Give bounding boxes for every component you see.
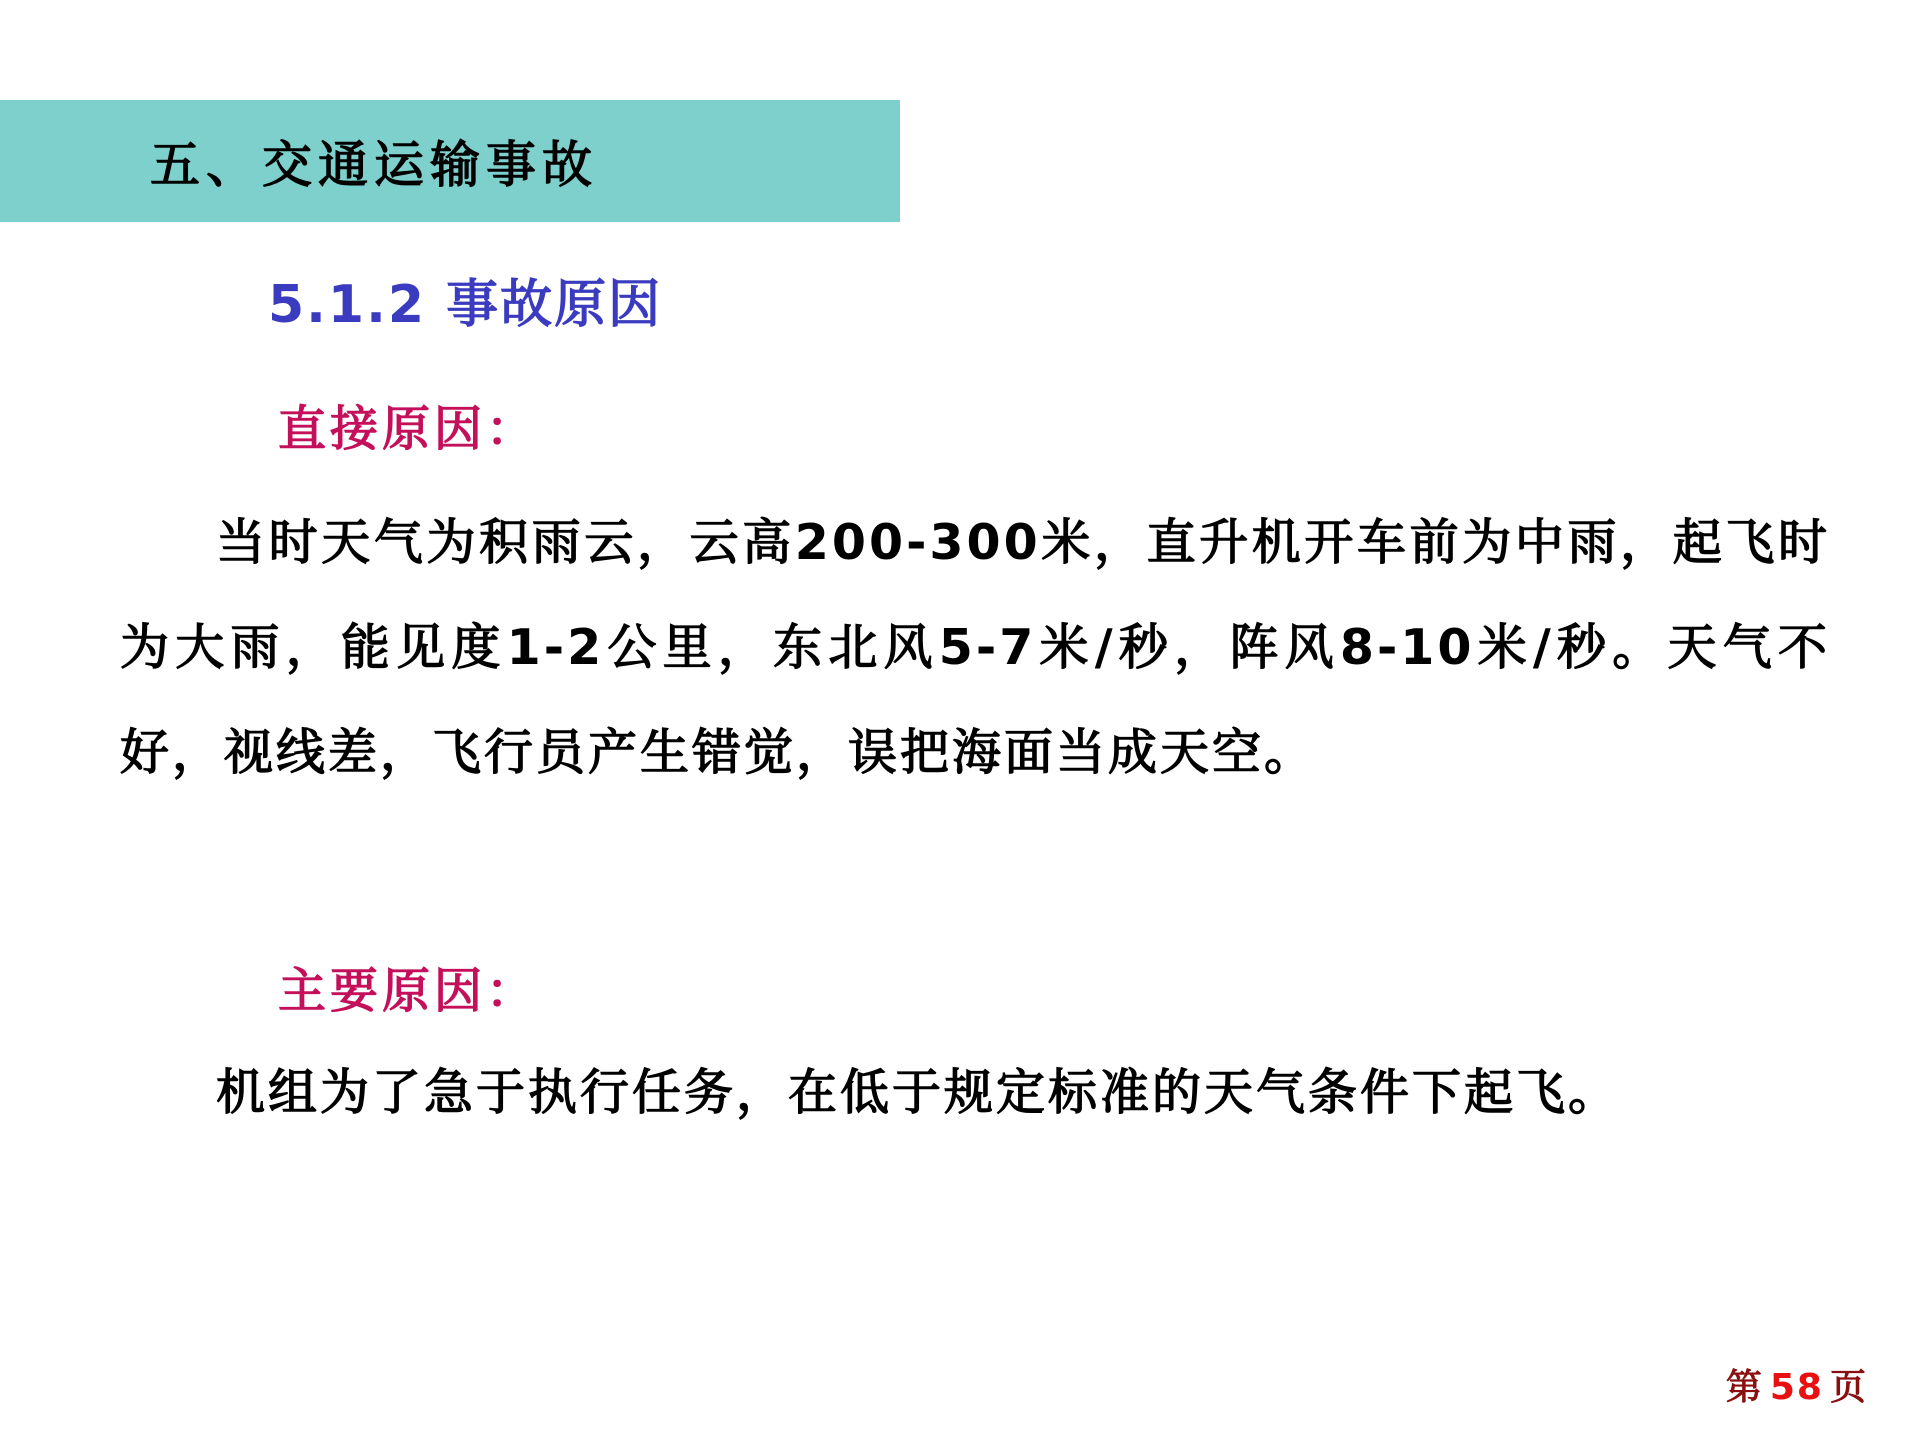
- main-cause-label: 主要原因：: [278, 963, 539, 1019]
- page-footer: [1726, 1359, 1868, 1410]
- section-heading: 5.1.2 事故原因: [268, 275, 663, 335]
- page-footer-suffix: 页: [1829, 1367, 1868, 1408]
- direct-cause-label: 直接原因：: [278, 401, 539, 457]
- page-number: 58: [1769, 1367, 1824, 1408]
- direct-cause-paragraph: 当时天气为积雨云，云高200-300米，直升机开车前为中雨，起飞时为大雨，能见度1-2公里，东北风5-7米/秒，阵风8-10米/秒。天气不好，视线差，飞行员产生错觉，误把海面当成天空。: [120, 514, 1830, 781]
- slide-title-banner: [0, 100, 900, 222]
- main-cause-paragraph: 机组为了急于执行任务，在低于规定标准的天气条件下起飞。: [216, 1064, 1621, 1121]
- page-footer-prefix: 第: [1725, 1367, 1764, 1408]
- slide-title: 五、交通运输事故: [150, 136, 598, 194]
